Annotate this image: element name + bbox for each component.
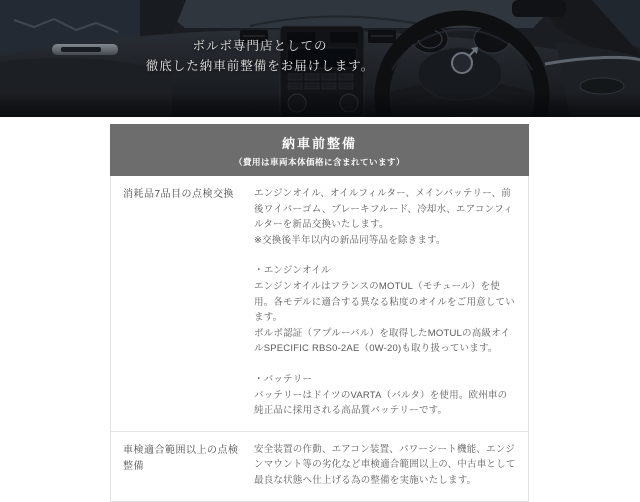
paragraph: 安全装置の作動、エアコン装置、パワーシート機能、エンジンマウント等の劣化など車検適合範囲以上の、中古車として最良な状態へ仕上げる為の整備を実施いたします。 [254,443,516,486]
pre-delivery-maintenance-card [110,124,529,502]
card-header [110,124,529,176]
bullet-battery: ・バッテリー [254,373,313,385]
paragraph: エンジンオイル、オイルフィルター、メインバッテリー、前後ワイパーゴム、ブレーキフルード、冷却水、エアコンフィルターを新品交換いたします。 [254,188,513,231]
paragraph-note: ※交換後半年以内の新品同等品を除きます。 [254,234,446,246]
table-row-inspection [111,431,528,501]
card-title: 納車前整備 [281,136,357,151]
hero-caption [0,37,520,76]
row-body [243,442,516,489]
paragraph: バッテリーはドイツのVARTA（バルタ）を使用。欧州車の純正品に採用される高品質バッテリーです。 [254,389,508,417]
hero-caption-line1: ボルボ専門店としての [192,39,328,53]
paragraph: エンジンオイルはフランスのMOTUL（モチュール）を使用。各モデルに適合する異なる粘度のオイルをご用意しています。 [254,280,515,324]
card-subtitle: （費用は車両本体価格に含まれています） [233,157,405,167]
hero-caption-line2: 徹底した納車前整備をお届けします。 [145,58,375,73]
row-body [243,186,516,419]
paragraph: ボルボ認証（アプルーバル）を取得したMOTULの高級オイルSPECIFIC RBS0-2AE（0W-20)も取り扱っています。 [254,327,511,355]
row-label: 消耗品7品目の点検交換 [123,189,235,200]
table-row-consumables [111,176,528,431]
hero-image [0,0,640,117]
row-label: 車検適合範囲以上の点検整備 [123,444,239,472]
bullet-engine-oil: ・エンジンオイル [254,265,331,277]
